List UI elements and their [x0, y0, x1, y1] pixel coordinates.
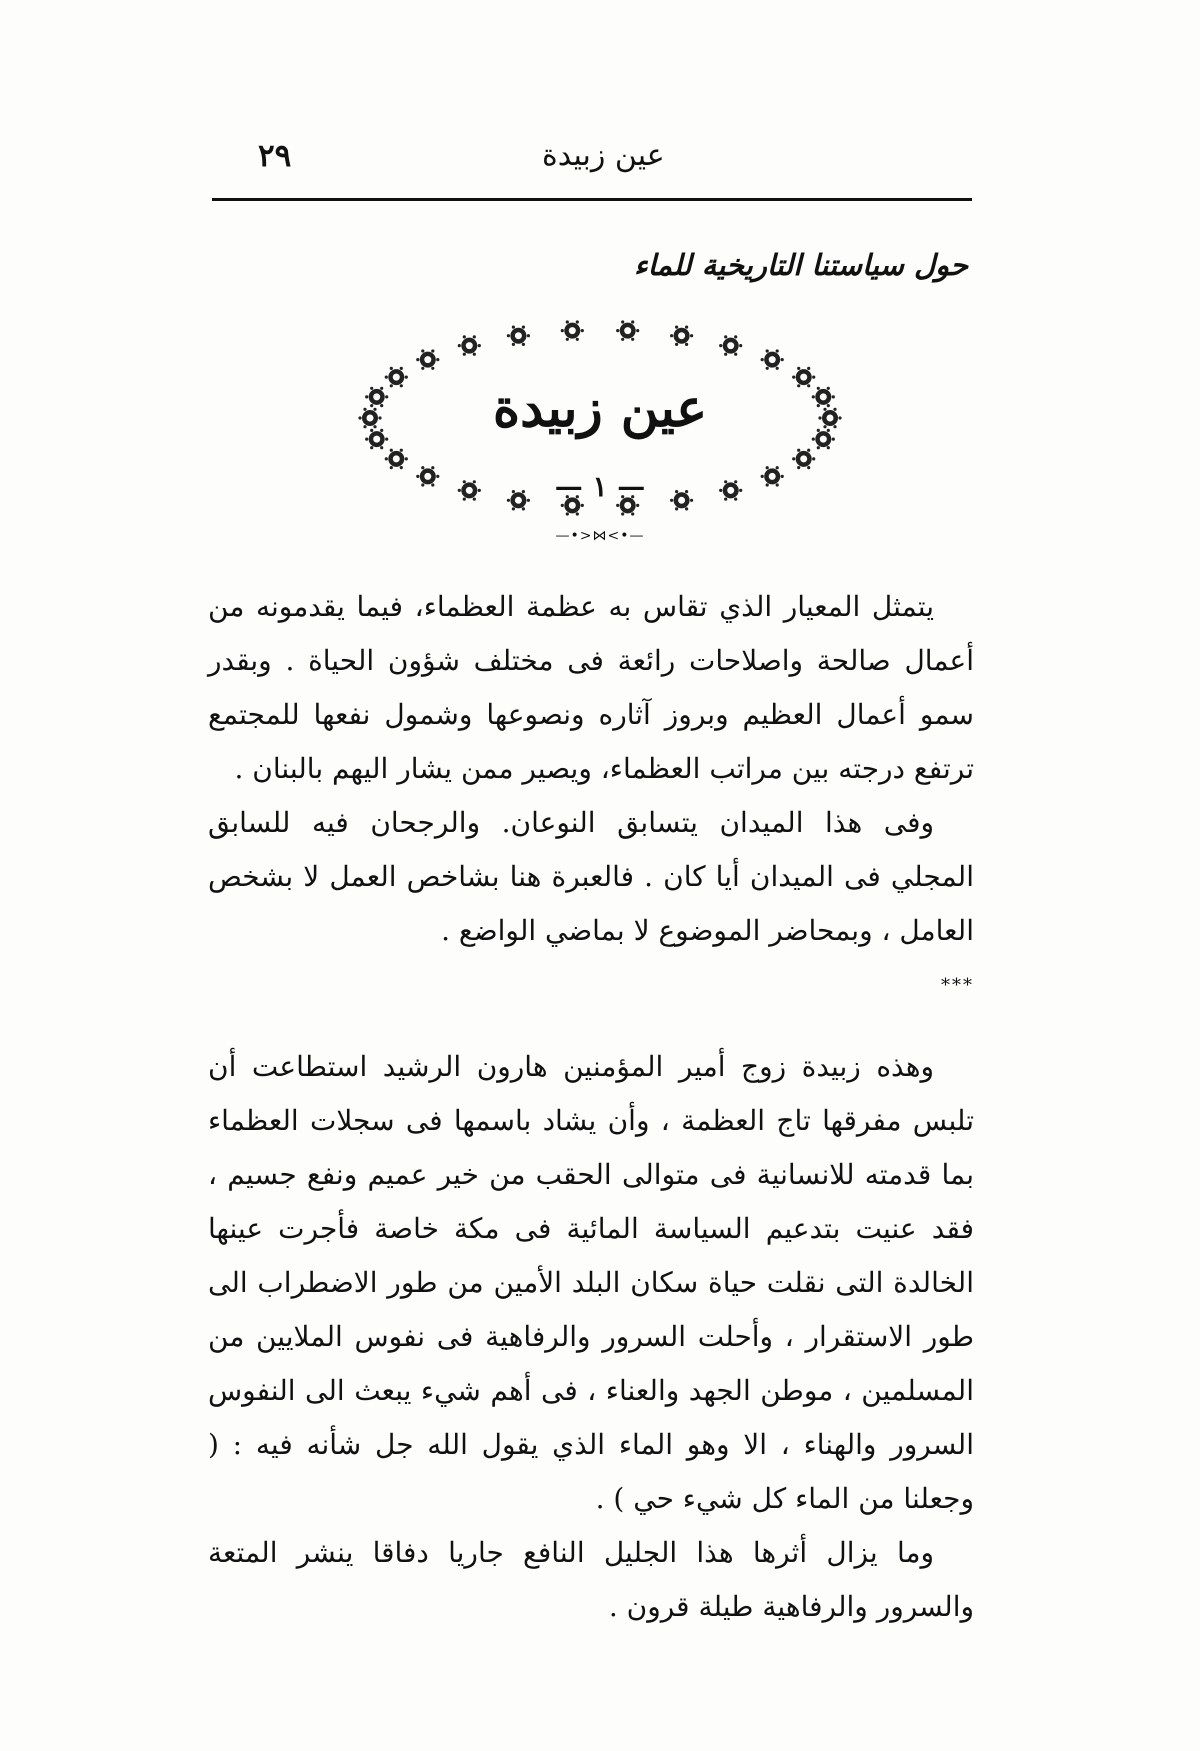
title-ornament	[330, 318, 870, 518]
header-rule	[212, 198, 972, 201]
rosette-icon	[416, 349, 439, 370]
running-header	[212, 138, 972, 188]
paragraph-2: وفى هذا الميدان يتسابق النوعان. والرجحان فيه للسابق المجلي فى الميدان أيا كان . فالعبرة هنا بشاخص العمل لا بشخص العامل ، وبمحاضر الموضوع لا بماضي الواضع .	[208, 806, 974, 947]
running-title: عين زبيدة	[542, 138, 665, 173]
page-number: ٢٩	[258, 138, 292, 174]
part-number: — ١ —	[554, 470, 646, 503]
paragraph-4: وما يزال أثرها هذا الجليل النافع جاريا دفاقا ينشر المتعة والسرور والرفاهية طيلة قرون .	[208, 1536, 974, 1623]
rosette-icon	[458, 335, 481, 356]
divider-ornament: —•>⋈<•—	[555, 528, 645, 544]
article-title: عين زبيدة	[492, 378, 708, 439]
rosette-icon	[792, 449, 815, 470]
rosette-icon	[761, 349, 784, 370]
rosette-icon	[719, 335, 742, 356]
rosette-icon	[670, 326, 693, 347]
article-body	[208, 580, 974, 1634]
rosette-icon	[616, 320, 639, 341]
series-heading: حول سياستنا التاريخية للماء	[633, 248, 968, 282]
paragraph-3: وهذه زبيدة زوج أمير المؤمنين هارون الرشيد استطاعت أن تلبس مفرقها تاج العظمة ، وأن يشاد باسمها فى سجلات العظماء بما قدمته للانسانية فى متوالى الحقب من خير عميم ونفع جسيم ، فقد عنيت بتدعيم السياسة المائية فى مكة خاصة فأجرت عينها الخالدة التى نقلت حياة سكان البلد الأمين من طور الاضطراب الى طور الاستقرار ، وأحلت السرور والرفاهية فى نفوس الملايين من المسلمين ، موطن الجهد والعناء ، فى أهم شيء يبعث الى النفوس السرور والهناء ، الا وهو الماء الذي يقول الله جل شأنه فيه : ( وجعلنا من الماء كل شيء حي ) .	[208, 1050, 974, 1515]
rosette-icon	[385, 449, 408, 470]
rosette-icon	[561, 320, 584, 341]
section-separator: ***	[941, 975, 974, 996]
paragraph-1: يتمثل المعيار الذي تقاس به عظمة العظماء، فيما يقدمونه من أعمال صالحة واصلاحات رائعة فى مختلف شؤون الحياة . وبقدر سمو أعمال العظيم وبروز آثاره ونصوعها وشمول نفعها للمجتمع ترتفع درجته بين مراتب العظماء، ويصير ممن يشار اليهم بالبنان .	[208, 590, 974, 785]
rosette-icon	[507, 326, 530, 347]
